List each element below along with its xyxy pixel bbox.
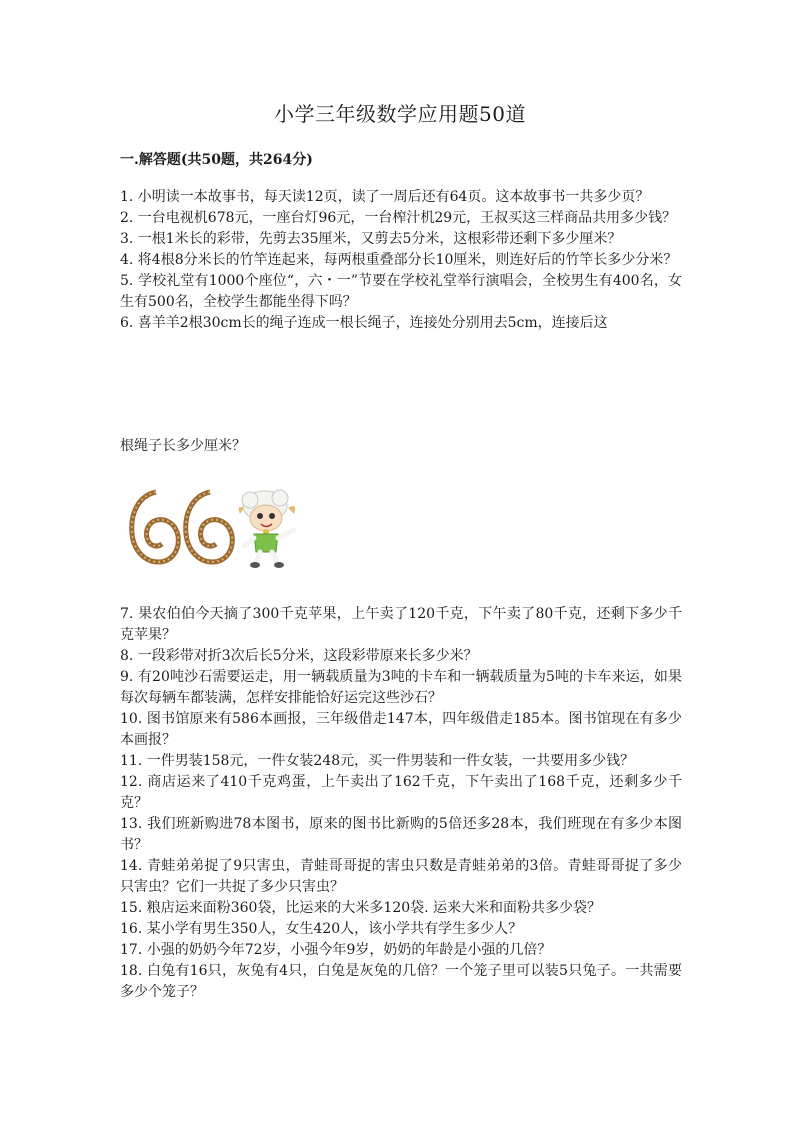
question-13: 13. 我们班新购进78本图书，原来的图书比新购的5倍还多28本，我们班现在有多少本图书？ — [120, 816, 682, 853]
question-11: 11. 一件男装158元，一件女装248元，买一件男装和一件女装，一共要用多少钱？ — [120, 753, 635, 769]
question-18: 18. 白兔有16只，灰兔有4只，白兔是灰兔的几倍？一个笼子里可以装5只兔子。一共需要多少个笼子？ — [120, 963, 682, 1000]
section-heading: 一.解答题(共50题，共264分) — [120, 152, 313, 168]
question-17: 17. 小强的奶奶今年72岁，小强今年9岁，奶奶的年龄是小强的几倍？ — [120, 942, 552, 958]
question-4: 4. 将4根8分米长的竹竿连起来，每两根重叠部分长10厘米，则连好后的竹竿长多少分米？ — [120, 252, 678, 268]
question-8: 8. 一段彩带对折3次后长5分米，这段彩带原来长多少米？ — [120, 648, 478, 664]
question-5: 5. 学校礼堂有1000个座位“，六・一”节要在学校礼堂举行演唱会，全校男生有400名，女生有500名，全校学生都能坐得下吗？ — [120, 273, 682, 310]
question-10: 10. 图书馆原来有586本画报，三年级借走147本，四年级借走185本。图书馆现在有多少本画报？ — [120, 711, 682, 748]
question-3: 3. 一根1米长的彩带，先剪去35厘米，又剪去5分米，这根彩带还剩下多少厘米？ — [120, 231, 622, 247]
question-1: 1. 小明读一本故事书，每天读12页，读了一周后还有64页。这本故事书一共多少页？ — [120, 189, 650, 205]
question-6-line-2: 根绳子长多少厘米？ — [120, 438, 246, 454]
question-6-continued — [120, 436, 682, 457]
coiled-rope-right — [186, 492, 233, 562]
ropes-and-sheep-illustration — [126, 486, 306, 568]
question-12: 12. 商店运来了410千克鸡蛋，上午卖出了162千克，下午卖出了168千克，还剩多少千克？ — [120, 774, 682, 811]
question-block-1 — [120, 187, 682, 334]
coiled-rope-left — [132, 492, 179, 562]
question-2: 2. 一台电视机678元，一座台灯96元，一台榨汁机29元，王叔买这三样商品共用多少钱？ — [120, 210, 677, 226]
question-block-2 — [120, 604, 682, 1003]
question-9: 9. 有20吨沙石需要运走，用一辆载质量为3吨的卡车和一辆载质量为5吨的卡车来运，如果每次每辆车都装满，怎样安排能恰好运完这些沙石？ — [120, 669, 682, 706]
question-14: 14. 青蛙弟弟捉了9只害虫，青蛙哥哥捉的害虫只数是青蛙弟弟的3倍。青蛙哥哥捉了多少只害虫？它们一共捉了多少只害虫？ — [120, 858, 682, 895]
page-title: 小学三年级数学应用题50道 — [274, 102, 526, 126]
question-6: 6. 喜羊羊2根30cm长的绳子连成一根长绳子，连接处分别用去5cm，连接后这 — [120, 315, 608, 331]
pleasant-goat-character — [239, 490, 295, 568]
question-7: 7. 果农伯伯今天摘了300千克苹果，上午卖了120千克，下午卖了80千克，还剩下多少千克苹果？ — [120, 606, 682, 643]
question-15: 15. 粮店运来面粉360袋，比运来的大米多120袋. 运来大米和面粉共多少袋？ — [120, 900, 602, 916]
question-16: 16. 某小学有男生350人，女生420人，该小学共有学生多少人？ — [120, 921, 523, 937]
